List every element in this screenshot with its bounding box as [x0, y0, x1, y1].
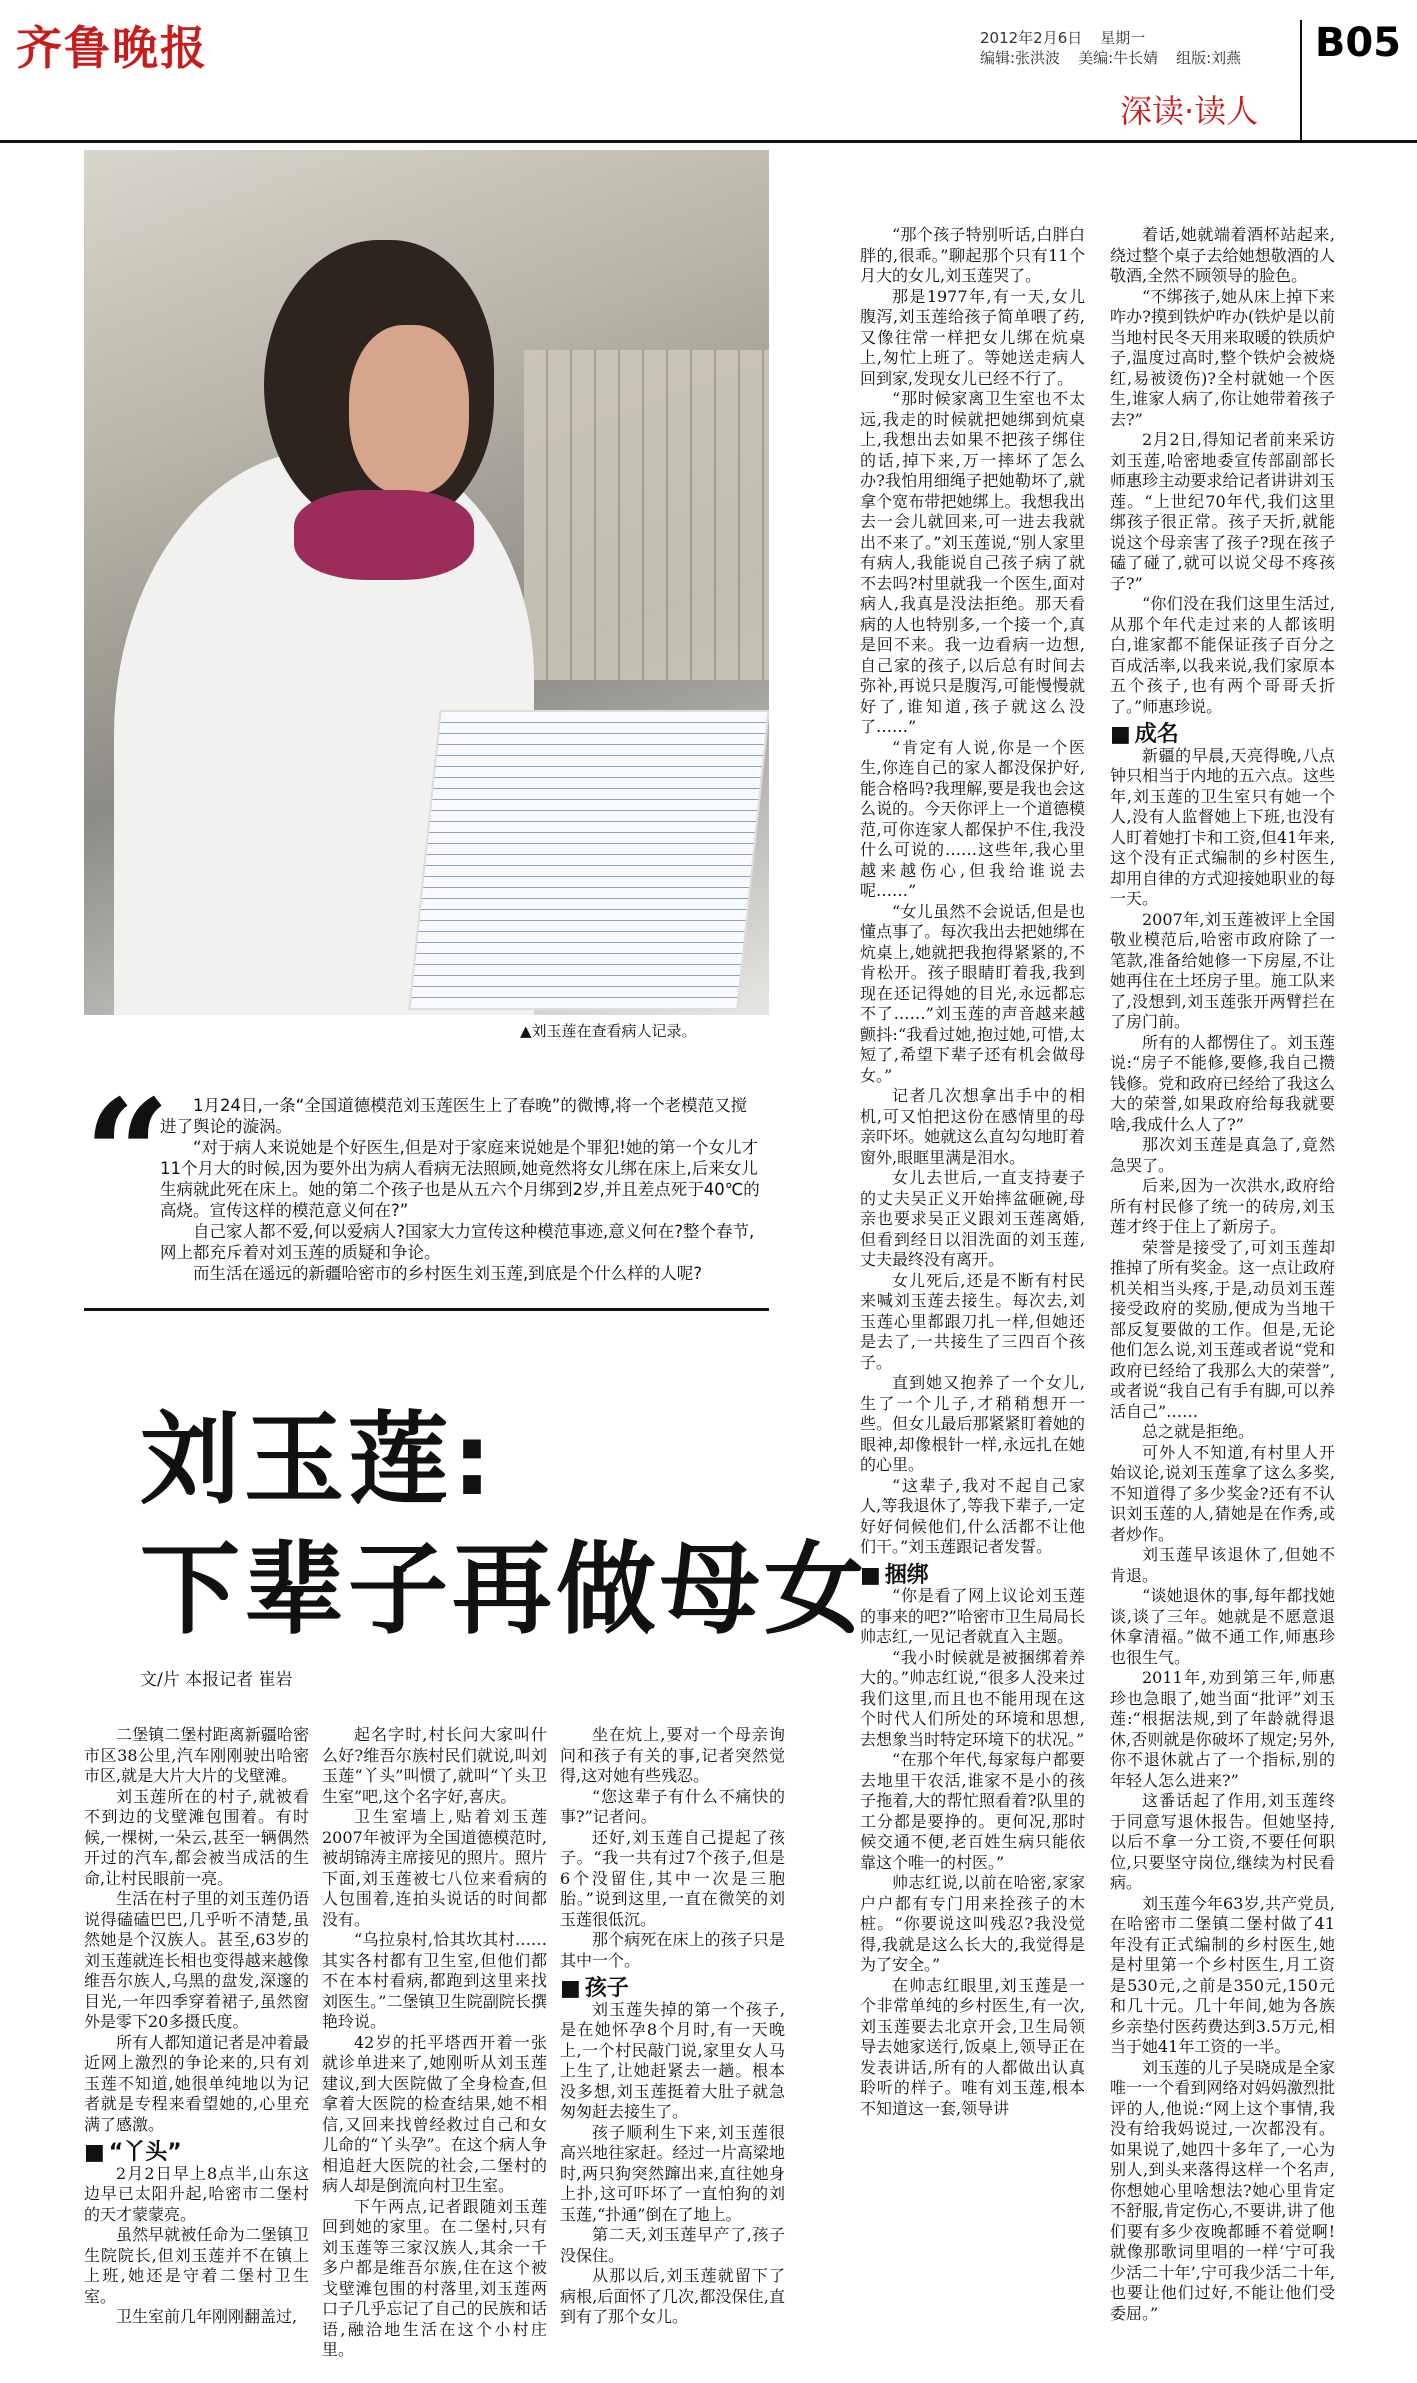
- article-paragraph: 刘玉莲失掉的第一个孩子,是在她怀孕8个月时,有一天晚上,一个村民敲门说,家里女人马上生了,让她赶紧去一趟。根本没多想,刘玉莲挺着大肚子就急匆匆赶去接生了。: [560, 1999, 785, 2121]
- intro-rule: [84, 1308, 769, 1311]
- article-paragraph: 卫生室前几年刚刚翻盖过,: [116, 2307, 298, 2326]
- article-paragraph: 生活在村子里的刘玉莲仍语说得磕磕巴巴,几乎听不清楚,虽然她是个汉族人。甚至,63岁的刘玉莲就连长相也变得越来越像维吾尔族人,乌黑的盘发,深邃的目光,一年四季穿着裙子,虽然窗外是零下20多摄氏度。: [84, 1889, 309, 2031]
- intro-block: [160, 1095, 760, 1284]
- article-paragraph: “您这辈子有什么不痛快的事?”记者问。: [560, 1786, 785, 1826]
- article-paragraph: 那是1977年,有一天,女儿腹泻,刘玉莲给孩子简单喂了药,又像往常一样把女儿绑在炕桌上,匆忙上班了。等她送走病人回到家,发现女儿已经不行了。: [860, 286, 1085, 388]
- intro-paragraph: 1月24日,一条“全国道德模范刘玉莲医生上了春晚”的微博,将一个老模范又搅进了舆论的漩涡。: [160, 1096, 748, 1136]
- article-paragraph: 刘玉莲所在的村子,就被看不到边的戈壁滩包围着。有时候,一棵树,一朵云,甚至一辆偶然开过的汽车,都会被当成活的生命,让村民眼前一亮。: [84, 1786, 309, 1888]
- section-subhead: ■ “丫头”: [84, 2143, 309, 2164]
- article-paragraph: “你们没在我们这里生活过,从那个年代走过来的人都该明白,谁家都不能保证孩子百分之百成活率,以我来说,我们家原本五个孩子,也有两个哥哥夭折了。”师惠珍说。: [1110, 594, 1335, 716]
- article-paragraph: 刘玉莲今年63岁,共产党员,在哈密市二堡镇二堡村做了41年没有正式编制的乡村医生,她是村里第一个乡村医生,月工资是530元,之前是350元,150元和几十元。几十年间,她为各族乡亲垫付医药费达到3.5万元,相当于她41年工资的一半。: [1110, 1893, 1335, 2056]
- article-paragraph: 所有人都知道记者是冲着最近网上激烈的争论来的,只有刘玉莲不知道,她很单纯地以为记者就是专程来看望她的,心里充满了感激。: [84, 2032, 309, 2134]
- page-number: B05: [1314, 20, 1401, 66]
- article-paragraph: 记者几次想拿出手中的相机,可又怕把这份在感情里的母亲吓坏。她就这么直勾勾地盯着窗外,眼眶里满是泪水。: [860, 1086, 1085, 1167]
- byline: 文/片 本报记者 崔岩: [140, 1670, 293, 1690]
- article-paragraph: 女儿去世后,一直支持妻子的丈夫吴正义开始摔盆砸碗,母亲也要求吴正义跟刘玉莲离婚,但看到经日以泪洗面的刘玉莲,丈夫最终没有离开。: [860, 1168, 1085, 1269]
- article-paragraph: 那次刘玉莲是真急了,竟然急哭了。: [1110, 1135, 1335, 1175]
- masthead-logo: 齐鲁晚报: [16, 21, 208, 75]
- feature-photo: [84, 150, 769, 1015]
- art-credit: 美编:牛长婧: [1078, 49, 1159, 67]
- article-paragraph: 在帅志红眼里,刘玉莲是一个非常单纯的乡村医生,有一次,刘玉莲要去北京开会,卫生局领导去她家送行,饭桌上,领导正在发表讲话,所有的人都做出认真聆听的样子。唯有刘玉莲,根本不知道这一套,领导讲: [860, 1975, 1085, 2118]
- article-paragraph: 从那以后,刘玉莲就留下了病根,后面怀了几次,都没保住,直到有了那个女儿。: [560, 2266, 785, 2326]
- article-paragraph: 刘玉莲早该退休了,但她不肯退。: [1110, 1545, 1335, 1585]
- section-subhead: ■ 孩子: [560, 1979, 785, 2000]
- article-paragraph: 2007年,刘玉莲被评上全国敬业模范后,哈密市政府除了一笔款,准备给她修一下房屋,不让她再住在土坯房子里。施工队来了,没想到,刘玉莲张开两臂拦在了房门前。: [1110, 909, 1335, 1031]
- article-paragraph: “肯定有人说,你是一个医生,你连自己的家人都没保护好,能合格吗?我理解,要是我也会这么说的。今天你评上一个道德模范,可你连家人都保护不住,我没什么可说的……这些年,我心里越来越伤心,但我给谁说去呢……”: [860, 737, 1085, 900]
- header-meta: [980, 28, 1241, 68]
- photo-caption: ▲刘玉莲在查看病人记录。: [520, 1022, 697, 1040]
- section-subhead: ■ 成名: [1110, 725, 1335, 746]
- article-paragraph: 第二天,刘玉莲早产了,孩子没保住。: [560, 2225, 785, 2265]
- article-paragraph: “那时候家离卫生室也不太远,我走的时候就把她绑到炕桌上,我想出去如果不把孩子绑住的话,掉下来,万一摔坏了怎么办?我怕用细绳子把她勒坏了,就拿个宽布带把她绑上。我想我出去一会儿就回来,可一进去我就出不来了。”刘玉莲说,“别人家里有病人,我能说自己孩子病了就不去吗?村里就我一个医生,面对病人,我真是没法拒绝。那天看病的人也特别多,一个接一个,真是回不来。我一边看病一边想,自己家的孩子,以后总有时间去弥补,再说只是腹泻,可能慢慢就好了,谁知道,孩子就这么没了……”: [860, 389, 1085, 736]
- article-column-3: [560, 1725, 785, 2375]
- photo-record-book: [408, 710, 769, 1010]
- issue-date: 2012年2月6日: [980, 29, 1083, 47]
- article-paragraph: “这辈子,我对不起自己家人,等我退休了,等我下辈子,一定好好伺候他们,什么活都不让他们干。”刘玉莲跟记者发誓。: [860, 1475, 1085, 1556]
- article-paragraph: 直到她又抱养了一个女儿,生了一个儿子,才稍稍想开一些。但女儿最后那紧紧盯着她的眼神,却像根针一样,永远扎在她的心里。: [860, 1373, 1085, 1474]
- quote-mark-icon: “: [84, 1067, 171, 1243]
- article-paragraph: 坐在炕上,要对一个母亲询问和孩子有关的事,记者突然觉得,这对她有些残忍。: [560, 1725, 785, 1785]
- article-paragraph: 荣誉是接受了,可刘玉莲却推掉了所有奖金。这一点让政府机关相当头疼,于是,动员刘玉莲接受政府的奖励,便成为当地干部反复要做的工作。但是,无论他们怎么说,刘玉莲或者说“党和政府已经给了我那么大的荣誉”,或者说“我自己有手有脚,可以养活自己”……: [1110, 1237, 1335, 1421]
- layout-credit: 组版:刘燕: [1176, 49, 1242, 67]
- intro-paragraph: 而生活在遥远的新疆哈密市的乡村医生刘玉莲,到底是个什么样的人呢?: [193, 1264, 703, 1283]
- article-paragraph: 所有的人都愣住了。刘玉莲说:“房子不能修,要修,我自己攒钱修。党和政府已经给了我这么大的荣誉,如果政府给每我就要啥,我成什么人了?”: [1110, 1032, 1335, 1134]
- intro-paragraph: “对于病人来说她是个好医生,但是对于家庭来说她是个罪犯!她的第一个女儿才11个月大的时候,因为要外出为病人看病无法照顾,她竟然将女儿绑在床上,后来女儿生病就此死在床上。她的第二个孩子也是从五六个月绑到2岁,并且差点死于40℃的高烧。宣传这样的模范意义何在?”: [160, 1138, 760, 1220]
- article-paragraph: 二堡镇二堡村距离新疆哈密市区38公里,汽车刚刚驶出哈密市区,就是大片大片的戈壁滩。: [84, 1725, 309, 1785]
- article-paragraph: 刘玉莲的儿子吴晓成是全家唯一一个看到网络对妈妈激烈批评的人,他说:“网上这个事情,我没有给我妈说过,一次都没有。如果说了,她四十多年了,一心为别人,到头来落得这样一个名声,你想她心里啥想法?她心里肯定不舒服,肯定伤心,不要讲,讲了他们要有多少夜晚都睡不着觉啊!就像那歌词里唱的一样‘宁可我少活二十年’,宁可我少活二十年,也要让他们过好,不能让他们受委屈。”: [1110, 2057, 1335, 2323]
- article-paragraph: 总之就是拒绝。: [1142, 1422, 1255, 1441]
- intro-paragraph: 自己家人都不爱,何以爱病人?国家大力宣传这种模范事迹,意义何在?整个春节,网上都充斥着对刘玉莲的质疑和争论。: [160, 1222, 755, 1262]
- article-paragraph: 可外人不知道,有村里人开始议论,说刘玉莲拿了这么多奖,不知道得了多少奖金?还有不认识刘玉莲的人,猜她是在作秀,或者炒作。: [1110, 1442, 1335, 1544]
- article-paragraph: “不绑孩子,她从床上掉下来咋办?摸到铁炉咋办(铁炉是以前当地村民冬天用来取暖的铁质炉子,温度过高时,整个铁炉会被烧红,易被烫伤)?全村就她一个医生,谁家人病了,你让她带着孩子去?”: [1110, 286, 1335, 429]
- article-paragraph: 2011年,劝到第三年,师惠珍也急眼了,她当面“批评”刘玉莲:“根据法规,到了年龄就得退休,否则就是你破坏了规定;另外,你不退休就占了一个指标,别的年轻人怎么进来?”: [1110, 1668, 1335, 1790]
- header-rule: [0, 140, 1417, 143]
- article-paragraph: 卫生室墙上,贴着刘玉莲2007年被评为全国道德模范时,被胡锦涛主席接见的照片。照片下面,刘玉莲被七八位来看病的人包围着,连拍头说话的时间都没有。: [322, 1807, 547, 1929]
- article-paragraph: 42岁的托平塔西开着一张就诊单进来了,她刚听从刘玉莲建议,到大医院做了全身检查,但拿着大医院的检查结果,她不相信,又回来找曾经救过自己和女儿命的“丫头孕”。在这个病人争相追赶大医院的社会,二堡村的病人却是倒流向村卫生室。: [322, 2032, 547, 2195]
- article-paragraph: 那个病死在床上的孩子只是其中一个。: [560, 1930, 785, 1970]
- section-subhead: ■ 捆绑: [860, 1566, 1085, 1587]
- photo-scarf: [294, 490, 474, 580]
- article-column-4: [860, 225, 1085, 2375]
- article-paragraph: 还好,刘玉莲自己提起了孩子。“我一共有过7个孩子,但是6个没留住,其中一次是三胞胎。”说到这里,一直在微笑的刘玉莲很低沉。: [560, 1827, 785, 1929]
- article-paragraph: 2月2日早上8点半,山东这边早已太阳升起,哈密市二堡村的天才蒙蒙亮。: [84, 2163, 309, 2224]
- article-paragraph: 起名字时,村长问大家叫什么好?维吾尔族村民们就说,叫刘玉莲“丫头”叫惯了,就叫“丫头卫生室”吧,这个名字好,喜庆。: [322, 1725, 547, 1806]
- article-column-1: [84, 1725, 309, 2375]
- article-paragraph: “谈她退休的事,每年都找她谈,谈了三年。她就是不愿意退休拿清福。”做不通工作,师惠珍也很生气。: [1110, 1586, 1335, 1667]
- header-divider: [1300, 20, 1302, 140]
- article-paragraph: “你是看了网上议论刘玉莲的事来的吧?”哈密市卫生局局长帅志红,一见记者就直入主题。: [860, 1586, 1085, 1646]
- article-column-2: [322, 1725, 547, 2375]
- article-paragraph: “我小时候就是被捆绑着养大的。”帅志红说,“很多人没来过我们这里,而且也不能用现在这个时代人们所处的环境和思想,去想象当时特定环境下的状况。”: [860, 1647, 1085, 1749]
- article-paragraph: “在那个年代,每家每户都要去地里干农活,谁家不是小的孩子拖着,大的帮忙照看着?队里的工分都是要挣的。更何况,那时候交通不便,老百姓生病只能依靠这个唯一的村医。”: [860, 1750, 1085, 1872]
- article-paragraph: “女儿虽然不会说话,但是也懂点事了。每次我出去把她绑在炕桌上,她就把我抱得紧紧的,不肯松开。孩子眼睛盯着我,我到现在还记得她的目光,永远都忘不了……”刘玉莲的声音越来越颤抖:“我看过她,抱过她,可惜,太短了,希望下辈子还有机会做母女。”: [860, 901, 1085, 1085]
- article-paragraph: “乌拉泉村,恰其坎其村……其实各村都有卫生室,但他们都不在本村看病,都跑到这里来找刘医生。”二堡镇卫生院副院长撰艳玲说。: [322, 1930, 547, 2031]
- photo-shelf: [524, 350, 769, 680]
- article-paragraph: 女儿死后,还是不断有村民来喊刘玉莲去接生。每次去,刘玉莲心里都跟刀扎一样,但她还是去了,一共接生了三四百个孩子。: [860, 1270, 1085, 1372]
- headline-line-2: 下辈子再做母女: [140, 1531, 868, 1648]
- article-paragraph: 孩子顺利生下来,刘玉莲很高兴地往家赶。经过一片高梁地时,两只狗突然蹿出来,直往她身上扑,这可吓坏了一直怕狗的刘玉莲,“扑通”倒在了地上。: [560, 2122, 785, 2224]
- article-paragraph: 2月2日,得知记者前来采访刘玉莲,哈密地委宣传部副部长师惠珍主动要求给记者讲讲刘玉莲。“上世纪70年代,我们这里绑孩子很正常。孩子天折,就能说这个母亲害了孩子?现在孩子磕了碰了,就可以说父母不疼孩子?”: [1110, 430, 1335, 593]
- article-paragraph: 这番话起了作用,刘玉莲终于同意写退休报告。但她坚持,以后不拿一分工资,不要任何职位,只要坚守岗位,继续为村民看病。: [1110, 1791, 1335, 1892]
- section-title: 深读·读人: [1120, 92, 1259, 130]
- article-paragraph: 后来,因为一次洪水,政府给所有村民修了统一的砖房,刘玉莲才终于住上了新房子。: [1110, 1176, 1335, 1236]
- article-paragraph: 新疆的早晨,天亮得晚,八点钟只相当于内地的五六点。这些年,刘玉莲的卫生室只有她一个人,没有人监督她上下班,也没有人盯着她打卡和工资,但41年来,这个没有正式编制的乡村医生,却用自律的方式迎接她职业的每一天。: [1110, 745, 1335, 908]
- article-paragraph: 下午两点,记者跟随刘玉莲回到她的家里。在二堡村,只有刘玉莲等三家汉族人,其余一千多户都是维吾尔族,住在这个被戈壁滩包围的村落里,刘玉莲两口子几乎忘记了自己的民族和话语,融洽地生活在这个小村庄里。: [322, 2196, 547, 2359]
- editor-credit: 编辑:张洪波: [980, 49, 1061, 67]
- article-headline: [140, 1395, 868, 1655]
- article-paragraph: 帅志红说,以前在哈密,家家户户都有专门用来拴孩子的木桩。“你要说这叫残忍?我没觉得,我就是这么长大的,我觉得是为了安全。”: [860, 1873, 1085, 1974]
- article-paragraph: 虽然早就被任命为二堡镇卫生院院长,但刘玉莲并不在镇上上班,她还是守着二堡村卫生室。: [84, 2225, 309, 2306]
- article-paragraph: 着话,她就端着酒杯站起来,绕过整个桌子去给她想敬酒的人敬酒,全然不顾领导的脸色。: [1110, 225, 1335, 285]
- headline-line-1: 刘玉莲:: [140, 1401, 496, 1518]
- article-column-5: [1110, 225, 1335, 2375]
- article-paragraph: “那个孩子特别听话,白胖白胖的,很乖。”聊起那个只有11个月大的女儿,刘玉莲哭了。: [860, 225, 1085, 285]
- issue-weekday: 星期一: [1100, 29, 1146, 47]
- photo-face: [349, 325, 469, 495]
